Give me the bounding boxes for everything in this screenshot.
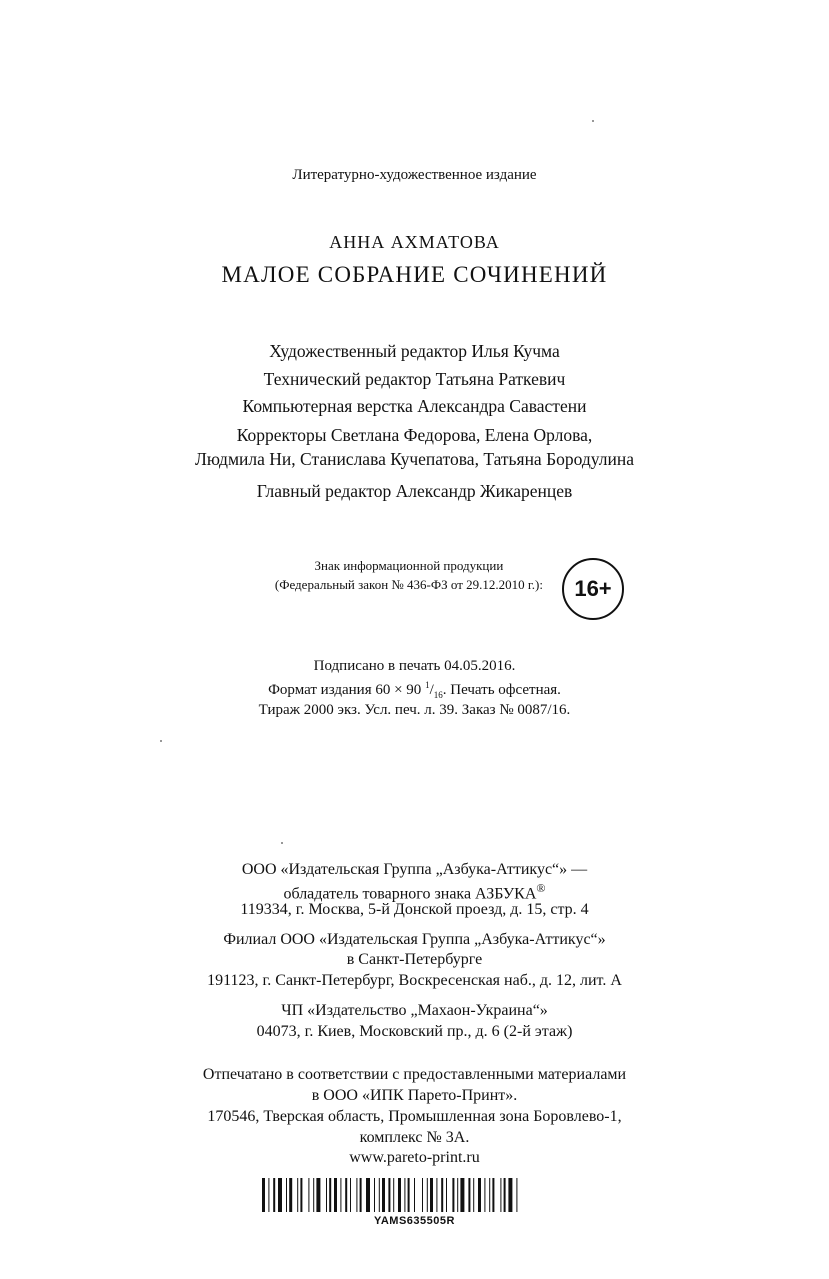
barcode-bar — [308, 1178, 309, 1212]
barcode-bar — [492, 1178, 494, 1212]
barcode-bar — [268, 1178, 269, 1212]
barcode-bar — [360, 1178, 362, 1212]
barcode-bar — [436, 1178, 437, 1212]
barcode-bar — [379, 1178, 380, 1212]
author-name: АННА АХМАТОВА — [329, 232, 500, 252]
barcode-bar — [329, 1178, 331, 1212]
speck — [592, 120, 594, 122]
barcode-bar — [388, 1178, 390, 1212]
speck — [160, 740, 162, 742]
barcode-bar — [300, 1178, 302, 1212]
book-title: МАЛОЕ СОБРАНИЕ СОЧИНЕНИЙ — [221, 262, 608, 287]
barcode-bar — [262, 1178, 265, 1212]
barcode-number: YAMS635505R — [374, 1215, 455, 1227]
format-line — [0, 680, 829, 700]
format-den: 16 — [433, 690, 443, 700]
barcode-bar — [484, 1178, 485, 1212]
branch-name: Филиал ООО «Издательская Группа „Азбука-Аттикус“» — [223, 931, 606, 948]
barcode-bar — [446, 1178, 447, 1212]
barcode-bar — [356, 1178, 357, 1212]
barcode-bar — [382, 1178, 385, 1212]
ukraine-publisher: ЧП «Издательство „Махаон-Украина“» — [281, 1002, 548, 1019]
barcode — [262, 1178, 565, 1212]
barcode-bar — [500, 1178, 501, 1212]
barcode-bar — [313, 1178, 314, 1212]
printer-url: www.pareto-print.ru — [349, 1149, 480, 1166]
printer-address: 170546, Тверская область, Промышленная зона Боровлево-1, — [207, 1108, 622, 1125]
credit-proofreaders-cont: Людмила Ни, Станислава Кучепатова, Татьяна Бородулина — [194, 449, 634, 469]
barcode-bar — [504, 1178, 506, 1212]
format-num: 1 — [425, 680, 430, 690]
barcode-bar — [398, 1178, 401, 1212]
age-rating-label-line2: (Федеральный закон № 436-ФЗ от 29.12.2010 г.): — [274, 577, 543, 592]
barcode-bar — [457, 1178, 458, 1212]
barcode-bar — [430, 1178, 433, 1212]
barcode-bar — [316, 1178, 320, 1212]
barcode-bar — [427, 1178, 428, 1212]
barcode-bar — [334, 1178, 337, 1212]
printer-line1: Отпечатано в соответствии с предоставленными материалами — [202, 1066, 627, 1083]
credit-chief-editor: Главный редактор Александр Жикаренцев — [256, 481, 573, 501]
age-rating-block — [0, 556, 829, 626]
format-prefix: Формат издания 60 × 90 — [268, 682, 426, 698]
barcode-bar — [473, 1178, 474, 1212]
speck — [281, 842, 283, 844]
barcode-bar — [350, 1178, 351, 1212]
format-suffix: . Печать офсетная. — [442, 682, 561, 698]
barcode-bar — [441, 1178, 443, 1212]
print-run: Тираж 2000 экз. Усл. печ. л. 39. Заказ № 0087/16. — [258, 702, 571, 718]
age-rating-badge: 16+ — [562, 558, 624, 620]
branch-address: 191123, г. Санкт-Петербург, Воскресенская наб., д. 12, лит. А — [207, 972, 622, 989]
age-rating-label — [275, 556, 543, 594]
credit-layout: Компьютерная верстка Александра Савастени — [242, 396, 587, 416]
barcode-bar — [326, 1178, 327, 1212]
barcode-bar — [374, 1178, 375, 1212]
barcode-bar — [278, 1178, 282, 1212]
barcode-bar — [340, 1178, 341, 1212]
barcode-bar — [393, 1178, 394, 1212]
barcode-bar — [516, 1178, 517, 1212]
branch-city: в Санкт-Петербурге — [346, 951, 483, 968]
trademark-text: обладатель товарного знака АЗБУКА — [283, 885, 537, 903]
barcode-bar — [273, 1178, 275, 1212]
barcode-bar — [468, 1178, 470, 1212]
genre-label: Литературно-художественное издание — [292, 167, 537, 183]
barcode-bar — [366, 1178, 370, 1212]
barcode-bar — [408, 1178, 410, 1212]
credit-tech-editor: Технический редактор Татьяна Раткевич — [263, 369, 566, 389]
publisher-name: ООО «Издательская Группа „Азбука-Аттикус“» — — [241, 861, 588, 878]
registered-mark: ® — [536, 881, 546, 895]
printer-line2: в ООО «ИПК Парето-Принт». — [311, 1087, 518, 1104]
barcode-bar — [478, 1178, 481, 1212]
trademark-line — [0, 881, 829, 903]
barcode-bar — [422, 1178, 423, 1212]
printer-complex: комплекс № 3А. — [359, 1129, 470, 1146]
barcode-bar — [297, 1178, 298, 1212]
barcode-bar — [289, 1178, 292, 1212]
age-rating-label-line1: Знак информационной продукции — [314, 558, 504, 573]
signed-date: Подписано в печать 04.05.2016. — [313, 658, 516, 674]
barcode-bar — [414, 1178, 415, 1212]
barcode-bar — [286, 1178, 287, 1212]
barcode-bar — [508, 1178, 512, 1212]
credit-art-editor: Художественный редактор Илья Кучма — [269, 341, 560, 361]
credit-proofreaders: Корректоры Светлана Федорова, Елена Орлова, — [236, 425, 593, 445]
format-slash: / — [429, 682, 434, 698]
ukraine-address: 04073, г. Киев, Московский пр., д. 6 (2-й этаж) — [256, 1023, 573, 1040]
barcode-bar — [460, 1178, 464, 1212]
barcode-bar — [345, 1178, 347, 1212]
publisher-address: 119334, г. Москва, 5-й Донской проезд, д. 15, стр. 4 — [240, 901, 589, 918]
barcode-bar — [489, 1178, 490, 1212]
barcode-bar — [452, 1178, 454, 1212]
barcode-bar — [404, 1178, 405, 1212]
